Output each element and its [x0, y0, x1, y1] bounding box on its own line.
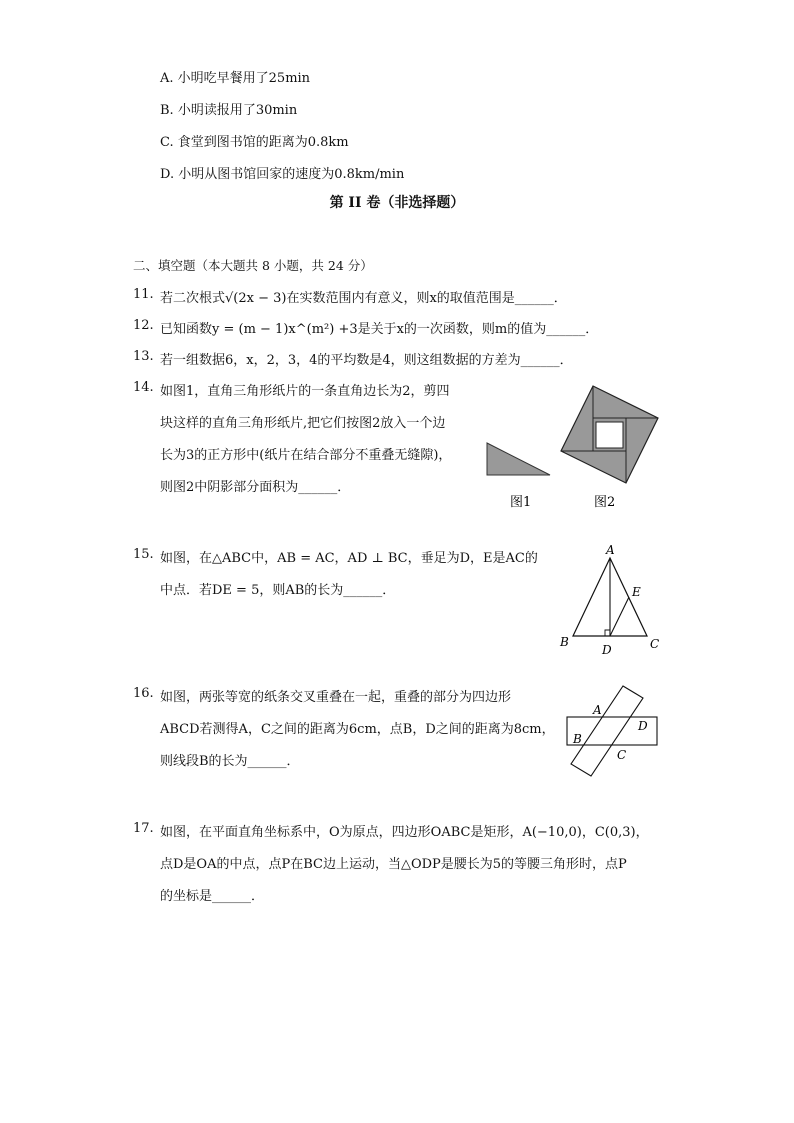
option-a: A. 小明吃早餐用了25min	[160, 71, 311, 86]
question-number: 15.	[133, 547, 154, 562]
question-number: 17.	[133, 821, 154, 836]
label-b: B	[560, 635, 569, 649]
question-number: 16.	[133, 686, 154, 701]
label-e: E	[632, 585, 641, 599]
label-d: D	[638, 719, 648, 733]
label-a: A	[606, 543, 615, 557]
question-line: 如图，两张等宽的纸条交叉重叠在一起，重叠的部分为四边形	[160, 690, 512, 705]
option-d: D. 小明从图书馆回家的速度为0.8km/min	[160, 167, 405, 182]
slanted-strip	[571, 686, 643, 776]
question-line: 如图，在平面直角坐标系中，O为原点，四边形OABC是矩形，A(−10,0)，C(0,3)，	[160, 825, 649, 840]
question-number: 12.	[133, 318, 154, 333]
question-text: 若一组数据6，x，2，3，4的平均数是4，则这组数据的方差为______．	[160, 353, 573, 368]
question-text: 若二次根式√(2x − 3)在实数范围内有意义，则x的取值范围是______．	[160, 291, 567, 306]
label-c: C	[650, 637, 660, 651]
question-line: 块这样的直角三角形纸片,把它们按图2放入一个边	[160, 416, 446, 431]
option-b: B. 小明读报用了30min	[160, 103, 298, 118]
question-line: 的坐标是______．	[160, 889, 265, 904]
question-number: 11.	[133, 287, 154, 302]
figure-16	[563, 680, 663, 780]
label-a: A	[593, 703, 602, 717]
question-number: 13.	[133, 349, 154, 364]
fig1-label: 图1	[510, 495, 532, 510]
label-d: D	[602, 643, 612, 657]
part-title: 第 II 卷（非选择题）	[329, 195, 465, 211]
question-line: 则图2中阴影部分面积为______．	[160, 480, 351, 495]
question-line: 如图，在△ABC中，AB = AC，AD ⊥ BC，垂足为D，E是AC的	[160, 551, 538, 566]
fig2-center-square	[596, 422, 623, 448]
label-b: B	[573, 732, 582, 746]
section-heading: 二、填空题（本大题共 8 小题，共 24 分）	[133, 258, 373, 273]
question-text: 已知函数y = (m − 1)x^(m²) +3是关于x的一次函数，则m的值为______．	[160, 322, 599, 337]
question-line: 长为3的正方形中(纸片在结合部分不重叠无缝隙)，	[160, 448, 452, 463]
question-line: 则线段B的长为______．	[160, 754, 300, 769]
label-c: C	[617, 748, 627, 762]
figure-14	[480, 380, 670, 520]
question-number: 14.	[133, 380, 154, 395]
question-line: 如图1，直角三角形纸片的一条直角边长为2，剪四	[160, 384, 450, 399]
fig1-triangle	[487, 443, 550, 475]
question-line: 中点．若DE = 5，则AB的长为______．	[160, 583, 396, 598]
figure-15	[555, 540, 670, 660]
question-line: 点D是OA的中点，点P在BC边上运动，当△ODP是腰长为5的等腰三角形时，点P	[160, 857, 627, 872]
fig2-label: 图2	[594, 495, 616, 510]
question-line: ABCD若测得A，C之间的距离为6cm，点B，D之间的距离为8cm，	[160, 722, 555, 737]
option-c: C. 食堂到图书馆的距离为0.8km	[160, 135, 349, 150]
